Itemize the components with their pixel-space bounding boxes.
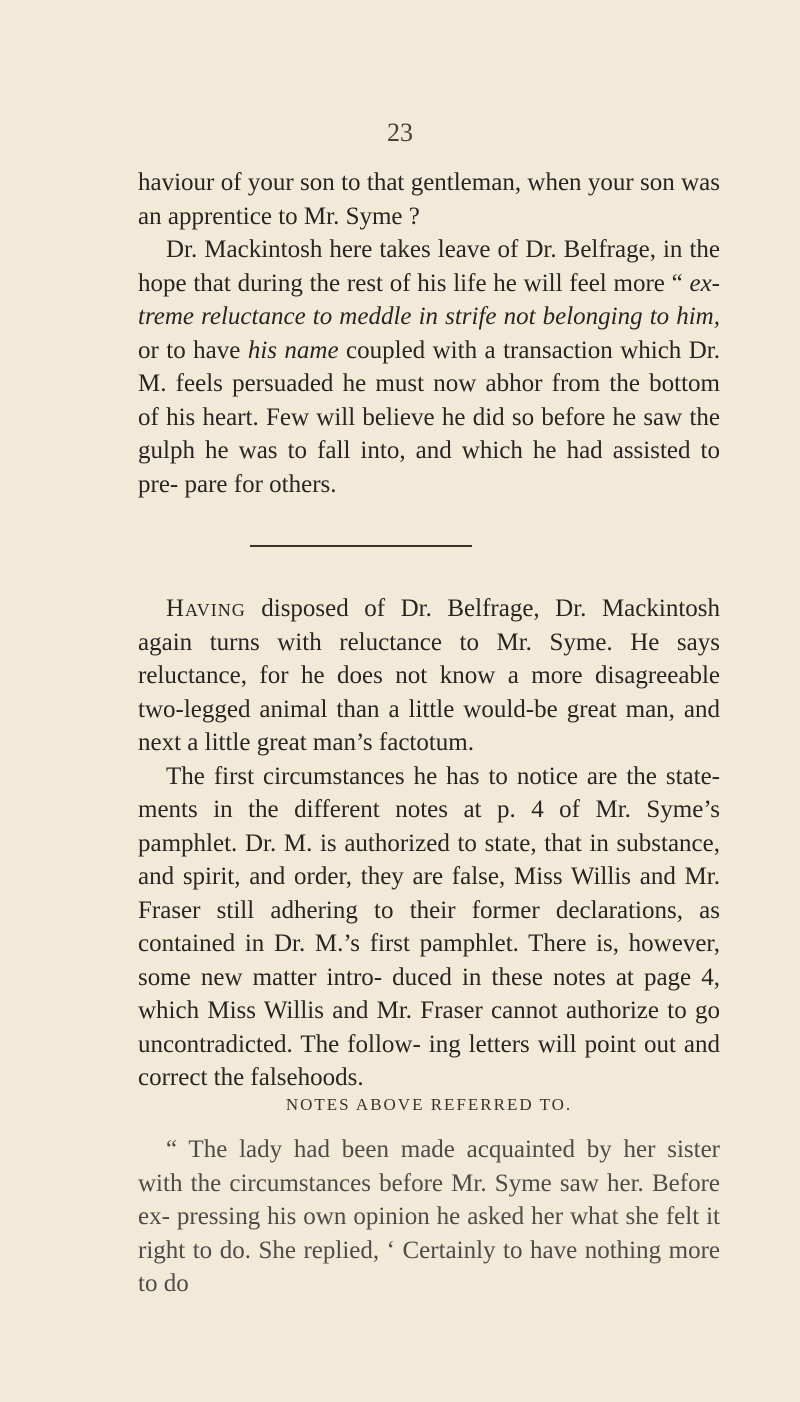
paragraph-belfrage [138, 233, 720, 501]
paragraph-circumstances: The first circumstances he has to notice are the state- ments in the different notes at p. 4 of Mr. Syme’s pamphlet. Dr. M. is authorized to state, that in substance, and spirit, and order, they are false, Miss Willis and Mr. Fraser still adhering to their former declarations, as contained in Dr. M.’s first pamphlet. There is, however, some new matter intro- duced in these notes at page 4, which Miss Willis and Mr. Fraser cannot authorize to go uncontradicted. The follow- ing letters will point out and correct the falsehoods. [138, 762, 720, 1091]
italic-his-name: his name [247, 336, 339, 364]
paragraph-belfrage-part-a: Dr. Mackintosh here takes leave of Dr. Belfrage, in the hope that during the rest of his life he will feel more “ [138, 236, 720, 297]
section-3 [138, 1133, 720, 1301]
section-2 [138, 592, 720, 1095]
paragraph-continuation: haviour of your son to that gentleman, when your son was an apprentice to Mr. Syme ? [138, 169, 720, 230]
paragraph-having-rest: disposed of Dr. Belfrage, Dr. Mackintosh again turns with reluctance to Mr. Syme. He says reluctance, for he does not know a more disagreeable two-legged animal than a little would-be great man, and next a little great man’s factotum. [138, 595, 720, 756]
section-1 [138, 166, 720, 501]
notes-heading: NOTES ABOVE REFERRED TO. [285, 1095, 573, 1114]
page-number: 23 [387, 118, 413, 147]
paragraph-belfrage-part-c: or to have [138, 336, 248, 364]
paragraph-lady: “ The lady had been made acquainted by her sister with the circumstances before Mr. Syme saw her. Before ex- pressing his own opinion he asked her what she felt it right to do. She replied, ‘ Certainly to have nothing more to do [138, 1136, 720, 1297]
paragraph-having [138, 592, 720, 760]
opening-smallcaps-word: Having [166, 595, 246, 622]
quoted-italic-phrase: ex- treme reluctance to meddle in strife not belonging to him, [138, 269, 720, 330]
paragraph-belfrage-part-e: coupled with a transaction which Dr. M. feels persuaded he must now abhor from the bottom of his heart. Few will believe he did so before he saw the gulph he was to fall into, and which he had assisted to pre- pare for others. [138, 336, 720, 498]
section-divider [250, 545, 472, 547]
